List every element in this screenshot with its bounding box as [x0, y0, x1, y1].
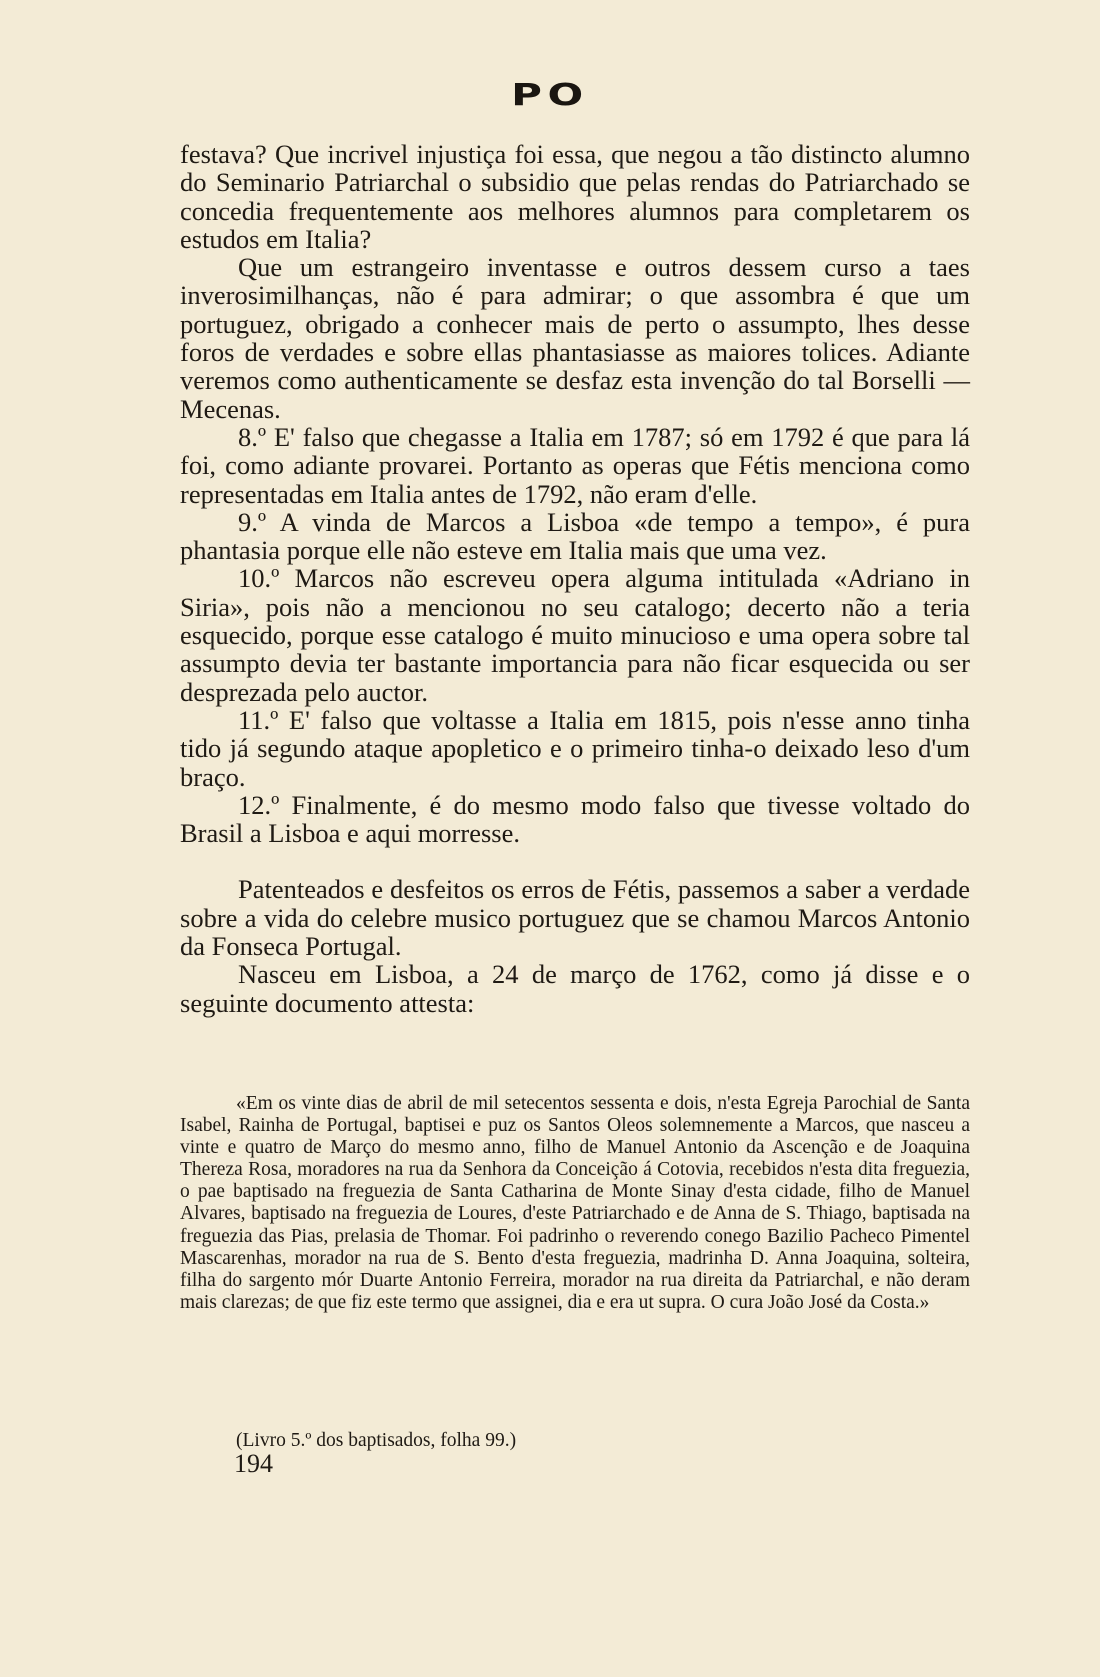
quote-text: «Em os vinte dias de abril de mil setecentos sessenta e dois, n'esta Egreja Parochial de Santa Isabel, Rainha de Portugal, baptisei e puz os Santos Oleos solemnemente a Marcos, que nasceu a vinte e quatro de Março do mesmo anno, filho de Manuel Antonio da Ascenção e de Joaquina Thereza Rosa, moradores na rua da Senhora da Conceição á Cotovia, recebidos n'esta dita freguezia, o pae baptisado na freguezia de Santa Catharina de Monte Sinay d'esta cidade, filho de Manuel Alvares, baptisado na freguezia de Loures, d'este Patriarchado e de Anna de S. Thiago, baptisada na freguezia das Pias, prelasia de Thomar. Foi padrinho o reverendo conego Bazilio Pacheco Pimentel Mascarenhas, morador na rua de S. Bento d'esta freguezia, madrinha D. Anna Joaquina, solteira, filha do sargento mór Duarte Antonio Ferreira, morador na rua direita da Patriarchal, e não deram mais clarezas; de que fiz este termo que assignei, dia e era ut supra. O cura João José da Costa.»: [180, 1093, 970, 1313]
paragraph-birth: Nasceu em Lisboa, a 24 de março de 1762, como já disse e o seguinte documento attesta:: [180, 959, 970, 1018]
page-number: 194: [234, 1449, 273, 1478]
citation: (Livro 5.º dos baptisados, folha 99.): [236, 1430, 517, 1451]
paragraph-point-12: 12.º Finalmente, é do mesmo modo falso que tivesse voltado do Brasil a Lisboa e aqui morresse.: [180, 789, 970, 849]
paragraph-point-10: 10.º Marcos não escreveu opera alguma intitulada «Adriano in Siria», pois não a mencionou no seu catalogo; decerto não a teria esquecido, porque esse catalogo é muito minucioso e uma opera sobre tal assumpto devia ter bastante importancia para não ficar esquecida ou ser desprezada pelo auctor.: [180, 563, 970, 707]
paragraph-foreigner: Que um estrangeiro inventasse e outros dessem curso a taes inverosimilhanças, não é para admirar; o que assombra é que um portuguez, obrigado a conhecer mais de perto o assumpto, lhes desse foros de verdades e sobre ellas phantasiasse as maiores tolices. Adiante veremos como authenticamente se desfaz esta invenção do tal Borselli — Mecenas.: [180, 252, 970, 424]
paragraph-point-9: 9.º A vinda de Marcos a Lisboa «de tempo a tempo», é pura phantasia porque elle não esteve em Italia mais que uma vez.: [180, 506, 970, 566]
paragraph-point-11: 11.º E' falso que voltasse a Italia em 1815, pois n'esse anno tinha tido já segundo ataque apopletico e o primeiro tinha-o deixado leso d'um braço.: [180, 704, 970, 792]
main-text: [180, 140, 970, 1017]
baptism-record-quote: [180, 1093, 970, 1314]
running-header: PO: [511, 78, 589, 113]
paragraph-truth: Patenteados e desfeitos os erros de Fétis, passemos a saber a verdade sobre a vida do celebre musico portuguez que se chamou Marcos Antonio da Fonseca Portugal.: [180, 874, 970, 962]
paragraph-continuation: festava? Que incrivel injustiça foi essa, que negou a tão distincto alumno do Seminario Patriarchal o subsidio que pelas rendas do Patriarchado se concedia frequentemente aos melhores alumnos para completarem os estudos em Italia?: [180, 139, 970, 254]
paragraph-point-8: 8.º E' falso que chegasse a Italia em 1787; só em 1792 é que para lá foi, como adiante provarei. Portanto as operas que Fétis menciona como representadas em Italia antes de 1792, não eram d'elle.: [180, 421, 970, 509]
